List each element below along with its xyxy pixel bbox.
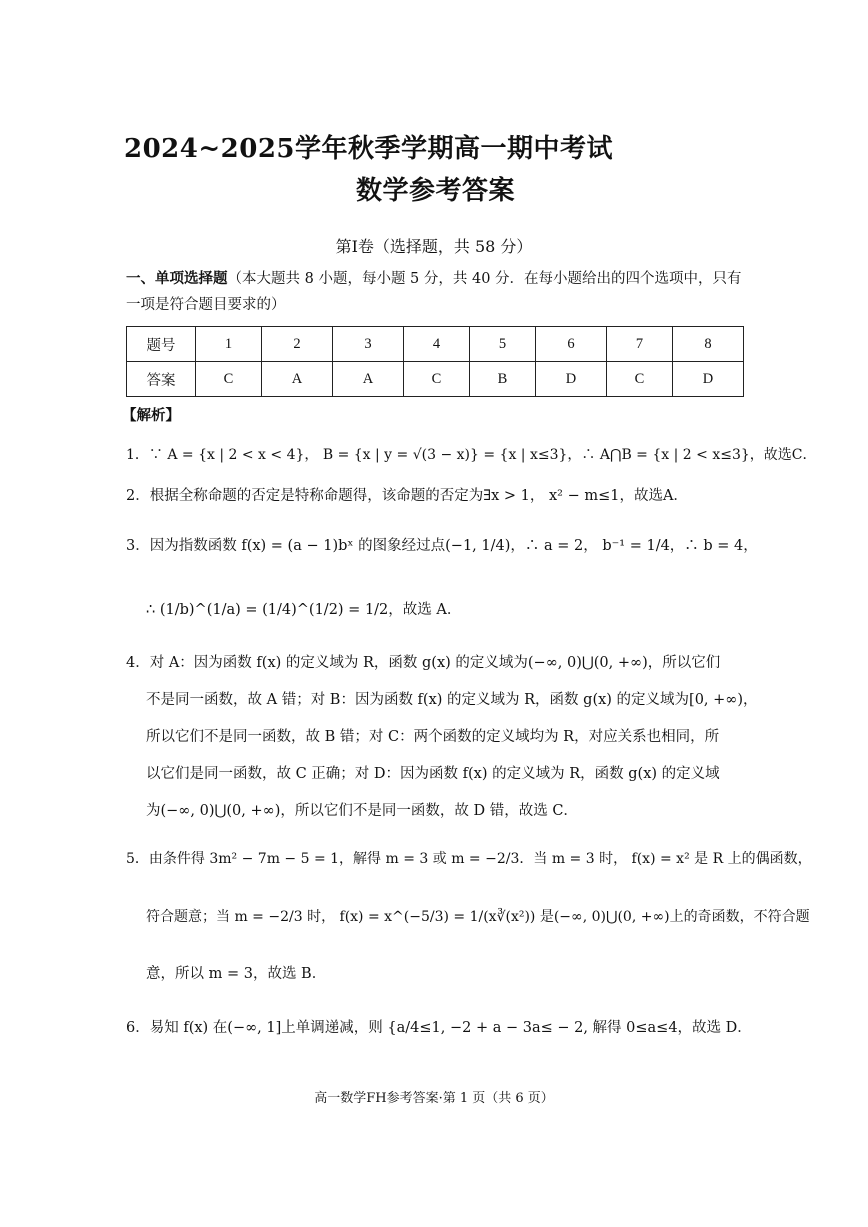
answer-cell: D [535, 362, 606, 397]
answer-cell: C [196, 362, 262, 397]
answer-table [126, 326, 744, 397]
solution-4-line-2: 不是同一函数，故 A 错；对 B：因为函数 f(x) 的定义域为 R，函数 g(x) 的定义域为[0, +∞)， [146, 692, 758, 708]
answer-table-answer-row [127, 362, 744, 397]
question-number: 8 [672, 327, 743, 362]
document-subtitle: 数学参考答案 [356, 176, 516, 206]
document-title: 2024~2025学年秋季学期高一期中考试 [124, 134, 614, 164]
answer-cell: A [261, 362, 332, 397]
solution-4-line-5: 为(−∞, 0)⋃(0, +∞)，所以它们不是同一函数，故 D 错，故选 C． [146, 803, 578, 819]
question-number: 1 [196, 327, 262, 362]
question-number: 2 [261, 327, 332, 362]
solution-4-line-3: 所以它们不是同一函数，故 B 错；对 C：两个函数的定义域均为 R，对应关系也相同，所 [146, 729, 720, 745]
number-row-header: 题号 [127, 327, 196, 362]
answer-cell: B [469, 362, 535, 397]
solution-1: 1．∵ A = {x | 2 < x < 4}， B = {x | y = √(3 − x)} = {x | x≤3}，∴ A⋂B = {x | 2 < x≤3}，故选C． [126, 447, 817, 463]
page-footer: 高一数学FH参考答案·第 1 页（共 6 页） [314, 1091, 554, 1106]
part-label: 一、单项选择题 [126, 270, 228, 287]
answer-cell: A [332, 362, 403, 397]
question-number: 5 [469, 327, 535, 362]
solution-5-line-3: 意，所以 m = 3，故选 B． [146, 966, 327, 982]
solution-4-line-4: 以它们是同一函数，故 C 正确；对 D：因为函数 f(x) 的定义域为 R，函数 g(x) 的定义域 [146, 766, 720, 782]
solution-3-line-2: ∴ (1/b)^(1/a) = (1/4)^(1/2) = 1/2，故选 A． [146, 602, 462, 618]
answer-row-header: 答案 [127, 362, 196, 397]
question-number: 4 [403, 327, 469, 362]
solution-3-line-1: 3．因为指数函数 f(x) = (a − 1)bˣ 的图象经过点(−1, 1/4)，∴ a = 2， b⁻¹ = 1/4，∴ b = 4， [126, 538, 758, 554]
question-number: 3 [332, 327, 403, 362]
answer-cell: D [672, 362, 743, 397]
question-number: 6 [535, 327, 606, 362]
analysis-label: 【解析】 [122, 407, 180, 424]
answer-table-number-row [127, 327, 744, 362]
solution-5-line-1: 5．由条件得 3m² − 7m − 5 = 1，解得 m = 3 或 m = −2/3．当 m = 3 时， f(x) = x² 是 R 上的偶函数， [126, 851, 812, 867]
part-instructions [126, 266, 746, 318]
section-heading: 第Ⅰ卷（选择题，共 58 分） [335, 237, 533, 256]
solution-5-line-2: 符合题意；当 m = −2/3 时， f(x) = x^(−5/3) = 1/(x∛(x²)) 是(−∞, 0)⋃(0, +∞)上的奇函数，不符合题 [146, 909, 810, 925]
answer-cell: C [606, 362, 672, 397]
part-instructions-text: （本大题共 8 小题，每小题 5 分，共 40 分．在每小题给出的四个选项中，只有一项是符合题目要求的） [126, 271, 742, 313]
solution-6: 6．易知 f(x) 在(−∞, 1]上单调递减，则 {a/4≤1, −2 + a − 3a≤ − 2, 解得 0≤a≤4，故选 D． [126, 1020, 752, 1036]
answer-cell: C [403, 362, 469, 397]
solution-2: 2．根据全称命题的否定是特称命题得，该命题的否定为∃x > 1， x² − m≤1，故选A． [126, 488, 688, 504]
solution-4-line-1: 4．对 A：因为函数 f(x) 的定义域为 R，函数 g(x) 的定义域为(−∞, 0)⋃(0, +∞)，所以它们 [126, 655, 721, 671]
question-number: 7 [606, 327, 672, 362]
